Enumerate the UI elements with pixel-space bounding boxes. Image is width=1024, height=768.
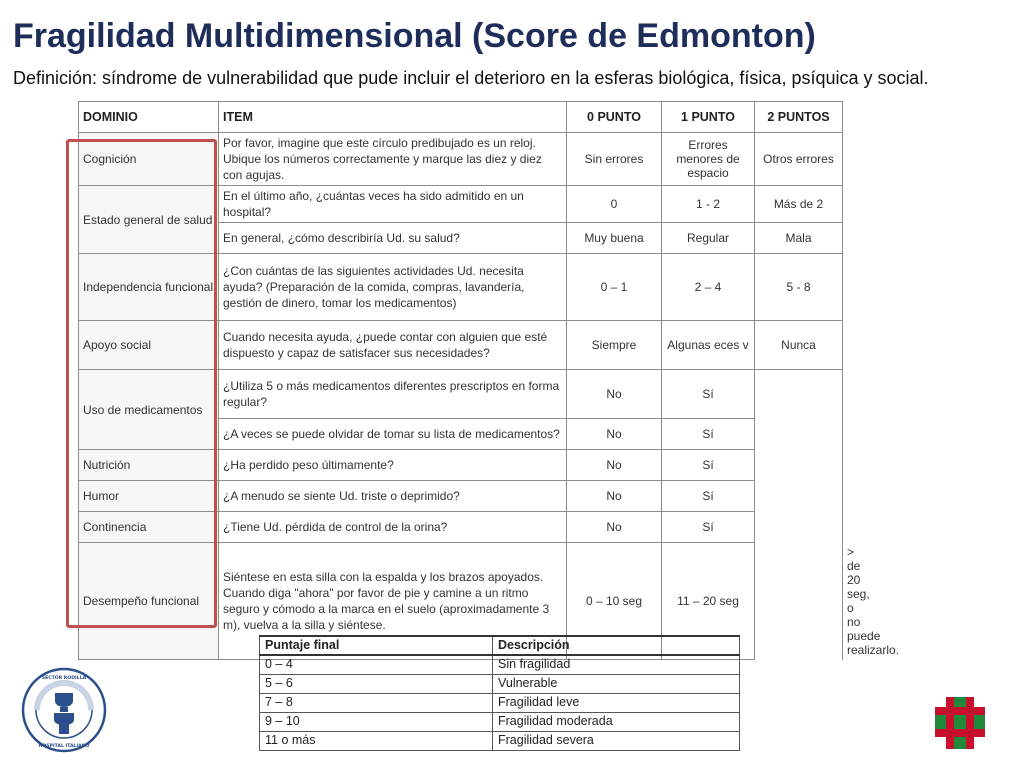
- header-description: Descripción: [493, 636, 740, 655]
- header-final-score: Puntaje final: [260, 636, 493, 655]
- score-description-cell: Fragilidad moderada: [493, 712, 740, 731]
- table-row: [79, 321, 843, 370]
- domain-cell: Desempeño funcional: [79, 543, 219, 660]
- item-cell: Siéntese en esta silla con la espalda y los brazos apoyados. Cuando diga "ahora" por favor de pie y camine a un ritmo seguro y cómodo a la marca en el suelo (aproximadamente 3 m), vuelva a la silla y siéntese.: [219, 543, 567, 660]
- score-1-cell: 11 – 20 seg: [662, 543, 755, 660]
- score-1-cell: Sí: [662, 481, 755, 512]
- score-1-cell: Regular: [662, 223, 755, 254]
- final-score-table: [259, 635, 740, 751]
- score-0-cell: 0: [567, 186, 662, 223]
- domain-cell: Nutrición: [79, 450, 219, 481]
- score-1-cell: Sí: [662, 370, 755, 419]
- item-cell: Cuando necesita ayuda, ¿puede contar con alguien que esté dispuesto y capaz de satisfacer sus necesidades?: [219, 321, 567, 370]
- score-0-cell: 0 – 10 seg: [567, 543, 662, 660]
- domain-cell: Apoyo social: [79, 321, 219, 370]
- table-row: [260, 674, 740, 693]
- domain-cell: Continencia: [79, 512, 219, 543]
- domain-cell: Cognición: [79, 133, 219, 186]
- table-row: [79, 512, 843, 543]
- score-2-cell: Más de 2: [755, 186, 843, 223]
- score-0-cell: 0 – 1: [567, 254, 662, 321]
- score-2-cell: Mala: [755, 223, 843, 254]
- table-row: [79, 133, 843, 186]
- header-1-punto: 1 PUNTO: [662, 102, 755, 133]
- score-1-cell: 2 – 4: [662, 254, 755, 321]
- score-range-cell: 0 – 4: [260, 655, 493, 674]
- header-domain: DOMINIO: [79, 102, 219, 133]
- score-range-cell: 11 o más: [260, 731, 493, 750]
- item-cell: ¿Tiene Ud. pérdida de control de la orina?: [219, 512, 567, 543]
- score-0-cell: No: [567, 370, 662, 419]
- item-cell: ¿Con cuántas de las siguientes actividades Ud. necesita ayuda? (Preparación de la comida, compras, lavandería, gestión de dinero, tomar los medicamentos): [219, 254, 567, 321]
- score-1-cell: Algunas eces v: [662, 321, 755, 370]
- svg-text:HOSPITAL ITALIANO: HOSPITAL ITALIANO: [38, 744, 90, 749]
- score-2-cell: Otros errores: [755, 133, 843, 186]
- score-description-cell: Vulnerable: [493, 674, 740, 693]
- score-0-cell: No: [567, 419, 662, 450]
- header-2-puntos: 2 PUNTOS: [755, 102, 843, 133]
- score-1-cell: Sí: [662, 450, 755, 481]
- sector-rodilla-seal-logo: [21, 667, 107, 753]
- score-1-cell: Sí: [662, 419, 755, 450]
- score-description-cell: Sin fragilidad: [493, 655, 740, 674]
- score-1-cell: Sí: [662, 512, 755, 543]
- table-row: [79, 186, 843, 223]
- score-1-cell: 1 - 2: [662, 186, 755, 223]
- score-0-cell: No: [567, 450, 662, 481]
- domain-cell: Estado general de salud: [79, 186, 219, 254]
- score-range-cell: 7 – 8: [260, 693, 493, 712]
- page-title: Fragilidad Multidimensional (Score de Edmonton): [13, 17, 816, 55]
- table-row: [260, 731, 740, 750]
- item-cell: En general, ¿cómo describiría Ud. su salud?: [219, 223, 567, 254]
- table-row: [79, 481, 843, 512]
- svg-text:SECTOR RODILLA: SECTOR RODILLA: [41, 676, 87, 681]
- score-description-cell: Fragilidad leve: [493, 693, 740, 712]
- table-row: [260, 712, 740, 731]
- domain-cell: Independencia funcional: [79, 254, 219, 321]
- item-cell: ¿Utiliza 5 o más medicamentos diferentes prescriptos en forma regular?: [219, 370, 567, 419]
- score-description-cell: Fragilidad severa: [493, 731, 740, 750]
- score-0-cell: Siempre: [567, 321, 662, 370]
- definition-text: Definición: síndrome de vulnerabilidad que pude incluir el deterioro en la esferas biológica, física, psíquica y social.: [13, 68, 929, 88]
- score-header-row: [260, 636, 740, 655]
- edmonton-header-row: [79, 102, 843, 133]
- hospital-cross-logo: [935, 697, 985, 749]
- score-2-cell: 5 - 8: [755, 254, 843, 321]
- score-1-cell: Errores menores de espacio: [662, 133, 755, 186]
- item-cell: ¿Ha perdido peso últimamente?: [219, 450, 567, 481]
- score-0-cell: No: [567, 512, 662, 543]
- score-0-cell: Muy buena: [567, 223, 662, 254]
- edmonton-table: [78, 101, 900, 660]
- table-row: [79, 370, 843, 419]
- domain-cell: Uso de medicamentos: [79, 370, 219, 450]
- score-2-cell: Nunca: [755, 321, 843, 370]
- score-range-cell: 9 – 10: [260, 712, 493, 731]
- item-cell: ¿A menudo se siente Ud. triste o deprimido?: [219, 481, 567, 512]
- score-2-empty-cell: [755, 370, 843, 660]
- table-row: Desempeño funcional Siéntese en esta silla con la espalda y los brazos apoyados. Cuando diga "ahora" por favor de pie y camine a un ritmo seguro y cómodo a la marca en el suelo (aproximadamente 3 m), vuelva a la silla y siéntese. 0 – 10 seg 11 – 20 seg > de 20 seg, o no puede realizarlo.: [79, 543, 843, 660]
- table-row: [79, 254, 843, 321]
- table-row: [79, 450, 843, 481]
- header-item: ITEM: [219, 102, 567, 133]
- score-0-cell: Sin errores: [567, 133, 662, 186]
- score-range-cell: 5 – 6: [260, 674, 493, 693]
- header-0-punto: 0 PUNTO: [567, 102, 662, 133]
- table-row: [260, 655, 740, 674]
- domain-cell: Humor: [79, 481, 219, 512]
- item-cell: ¿A veces se puede olvidar de tomar su lista de medicamentos?: [219, 419, 567, 450]
- item-cell: Por favor, imagine que este círculo predibujado es un reloj. Ubique los números correctamente y marque las diez y diez con agujas.: [219, 133, 567, 186]
- item-cell: En el último año, ¿cuántas veces ha sido admitido en un hospital?: [219, 186, 567, 223]
- table-row: [260, 693, 740, 712]
- score-0-cell: No: [567, 481, 662, 512]
